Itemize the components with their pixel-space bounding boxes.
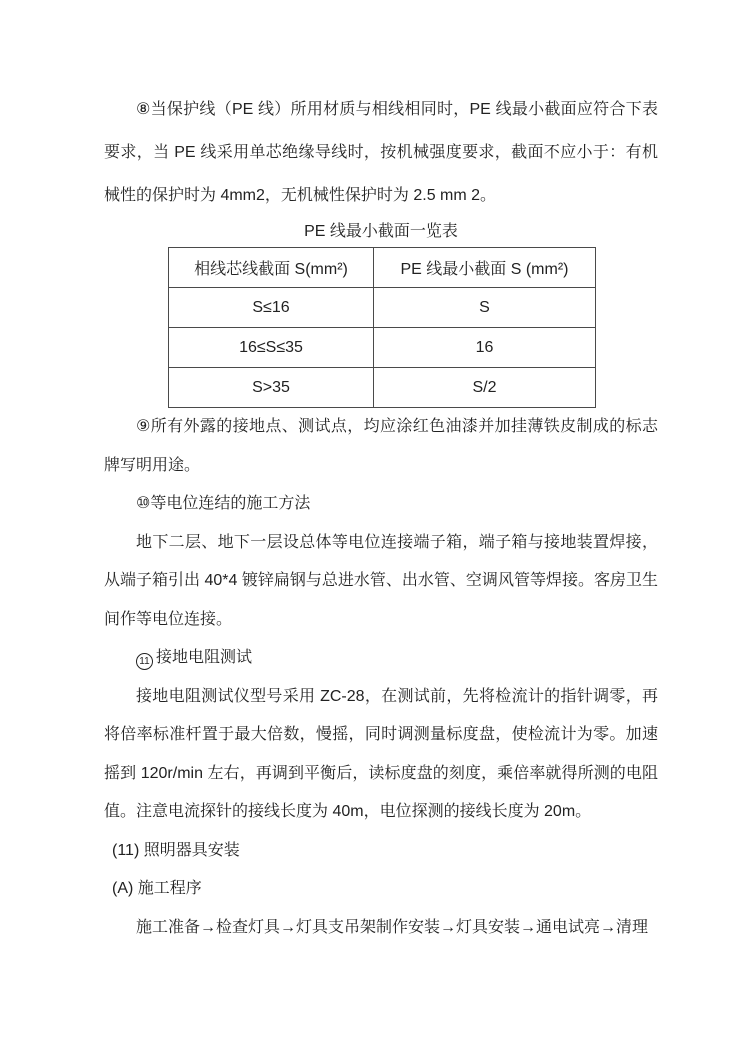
table-header-row [169,248,596,288]
heading-11-ground-resistance-test [104,639,658,678]
heading-10-equipotential-bonding: ⑩等电位连结的施工方法 [136,495,311,512]
paragraph-11-zc28-test-procedure: 接地电阻测试仪型号采用 ZC-28，在测试前，先将检流计的指针调零，再将倍率标准杆置于最大倍数，慢摇，同时调测量标度盘，使检流计为零。加速摇到 120r/min 左右，再调到平衡后，读标度盘的刻度，乘倍率就得所测的电阻值。注意电流探针的接线长度为 40m，电位探测的接线长度为 20m。 [104,687,658,820]
table-header-phase-wire-section: 相线芯线截面 S(mm²) [169,248,374,288]
table-cell: S>35 [169,368,374,408]
paragraph-8-pe-wire: ⑧当保护线（PE 线）所用材质与相线相同时，PE 线最小截面应符合下表要求，当 PE 线采用单芯绝缘导线时，按机械强度要求，截面不应小于：有机械性的保护时为 4mm2，无机械性保护时为 2.5 mm 2。 [104,101,658,204]
heading-11-text: 接地电阻测试 [156,649,253,666]
circled-11-marker: 11 [136,653,153,670]
table-cell: 16≤S≤35 [169,328,374,368]
table-cell: S/2 [374,368,596,408]
paragraph-9-exposed-grounding-points: ⑨所有外露的接地点、测试点，均应涂红色油漆并加挂薄铁皮制成的标志牌写明用途。 [104,418,658,474]
paragraph-10-basement-bonding: 地下二层、地下一层设总体等电位连接端子箱，端子箱与接地装置焊接，从端子箱引出 40*4 镀锌扁钢与总进水管、出水管、空调风管等焊接。客房卫生间作等电位连接。 [104,533,658,628]
table-title: PE 线最小截面一览表 [304,223,458,240]
paragraph-procedure-flow: 施工准备→检查灯具→灯具支吊架制作安装→灯具安装→通电试亮→清理 [136,918,649,936]
table-row [169,328,596,368]
table-row [169,368,596,408]
table-row [169,288,596,328]
pe-min-section-table [168,247,596,408]
table-cell: S [374,288,596,328]
heading-item-11-lighting-fixtures: (11) 照明器具安装 [112,841,240,859]
table-header-pe-min-section: PE 线最小截面 S (mm²) [374,248,596,288]
table-cell: 16 [374,328,596,368]
table-cell: S≤16 [169,288,374,328]
heading-item-a-construction-procedure: (A) 施工程序 [112,880,202,897]
